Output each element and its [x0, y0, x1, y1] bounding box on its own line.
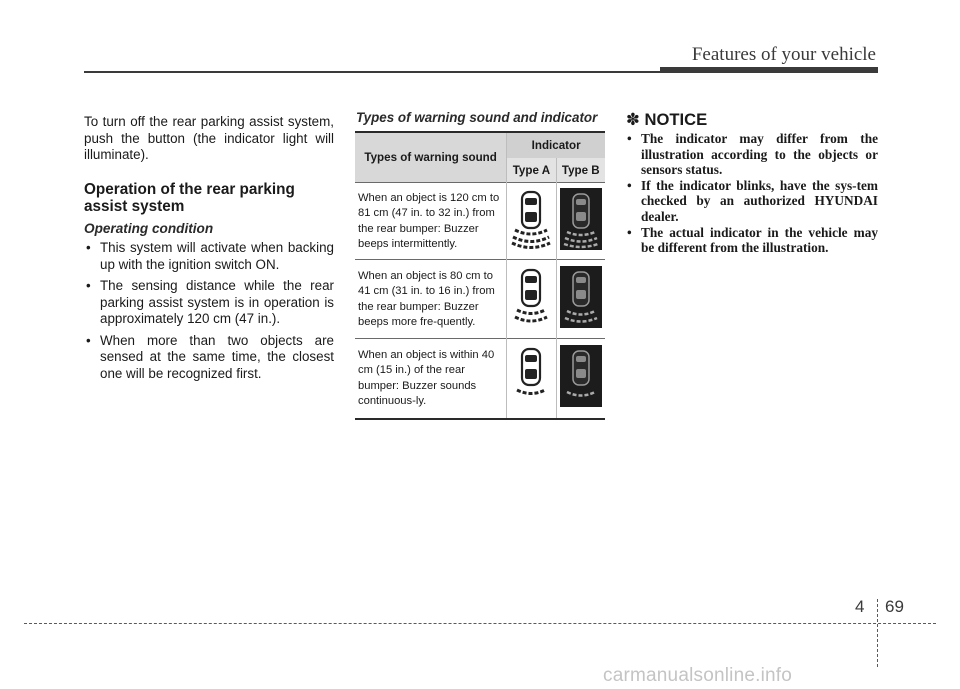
footer-divider: [24, 623, 936, 624]
type-a-cell: [507, 260, 556, 339]
list-item: • The sensing distance while the rear parking assist system is in operation is approximately 120 cm (47 in.).: [84, 278, 334, 328]
operating-condition-list: [84, 240, 334, 382]
car-top-view-light-icon: [511, 315, 551, 332]
type-b-cell: [556, 183, 605, 260]
header-types-of-warning-sound: Types of warning sound: [355, 132, 507, 183]
page-header-title: Features of your vehicle: [691, 44, 876, 65]
notice-title: NOTICE: [644, 110, 708, 129]
row-description: When an object is within 40 cm (15 in.) of the rear bumper: Buzzer sounds continuous-ly.: [355, 339, 507, 419]
chapter-number: 4: [855, 597, 865, 616]
intro-paragraph: To turn off the rear parking assist system, push the button (the indicator light will illuminate).: [84, 114, 334, 162]
notice-asterisk-icon: ✽: [626, 110, 640, 129]
car-top-view-light-icon: [511, 394, 551, 411]
header-divider-accent: [660, 67, 878, 73]
car-top-view-dark-icon: [560, 237, 602, 254]
notice-list: [626, 131, 878, 256]
row-description: When an object is 120 cm to 81 cm (47 in. to 32 in.) from the rear bumper: Buzzer beeps intermittently.: [355, 183, 507, 260]
table-row: [355, 260, 605, 339]
table-row: [355, 339, 605, 419]
list-item: • If the indicator blinks, have the sys-tem checked by an authorized HYUNDAI dealer.: [626, 178, 878, 225]
car-top-view-dark-icon: [560, 315, 602, 332]
car-top-view-dark-icon: [560, 394, 602, 411]
table-title: Types of warning sound and indicator: [356, 110, 598, 125]
page-number-divider: [877, 599, 878, 667]
header-type-b: Type B: [556, 158, 605, 183]
watermark-text: carmanualsonline.info: [603, 665, 793, 686]
header-indicator: Indicator: [507, 132, 605, 158]
table-row: [355, 183, 605, 260]
list-item: • When more than two objects are sensed at the same time, the closest one will be recognized first.: [84, 333, 334, 383]
notice-heading: [626, 110, 707, 130]
list-item: • The actual indicator in the vehicle may be different from the illustration.: [626, 225, 878, 256]
type-b-cell: [556, 260, 605, 339]
section-heading: Operation of the rear parking assist system: [84, 180, 295, 215]
warning-sound-table: [355, 131, 605, 420]
type-a-cell: [507, 183, 556, 260]
list-item: • This system will activate when backing up with the ignition switch ON.: [84, 240, 334, 273]
row-description: When an object is 80 cm to 41 cm (31 in. to 16 in.) from the rear bumper: Buzzer beeps more fre-quently.: [355, 260, 507, 339]
column-left: [84, 114, 334, 387]
car-top-view-light-icon: [511, 237, 551, 254]
subsection-heading: Operating condition: [84, 220, 214, 236]
header-type-a: Type A: [507, 158, 556, 183]
list-item: • The indicator may differ from the illustration according to the objects or sensors status.: [626, 131, 878, 178]
type-b-cell: [556, 339, 605, 419]
type-a-cell: [507, 339, 556, 419]
page-number: 69: [885, 597, 904, 616]
